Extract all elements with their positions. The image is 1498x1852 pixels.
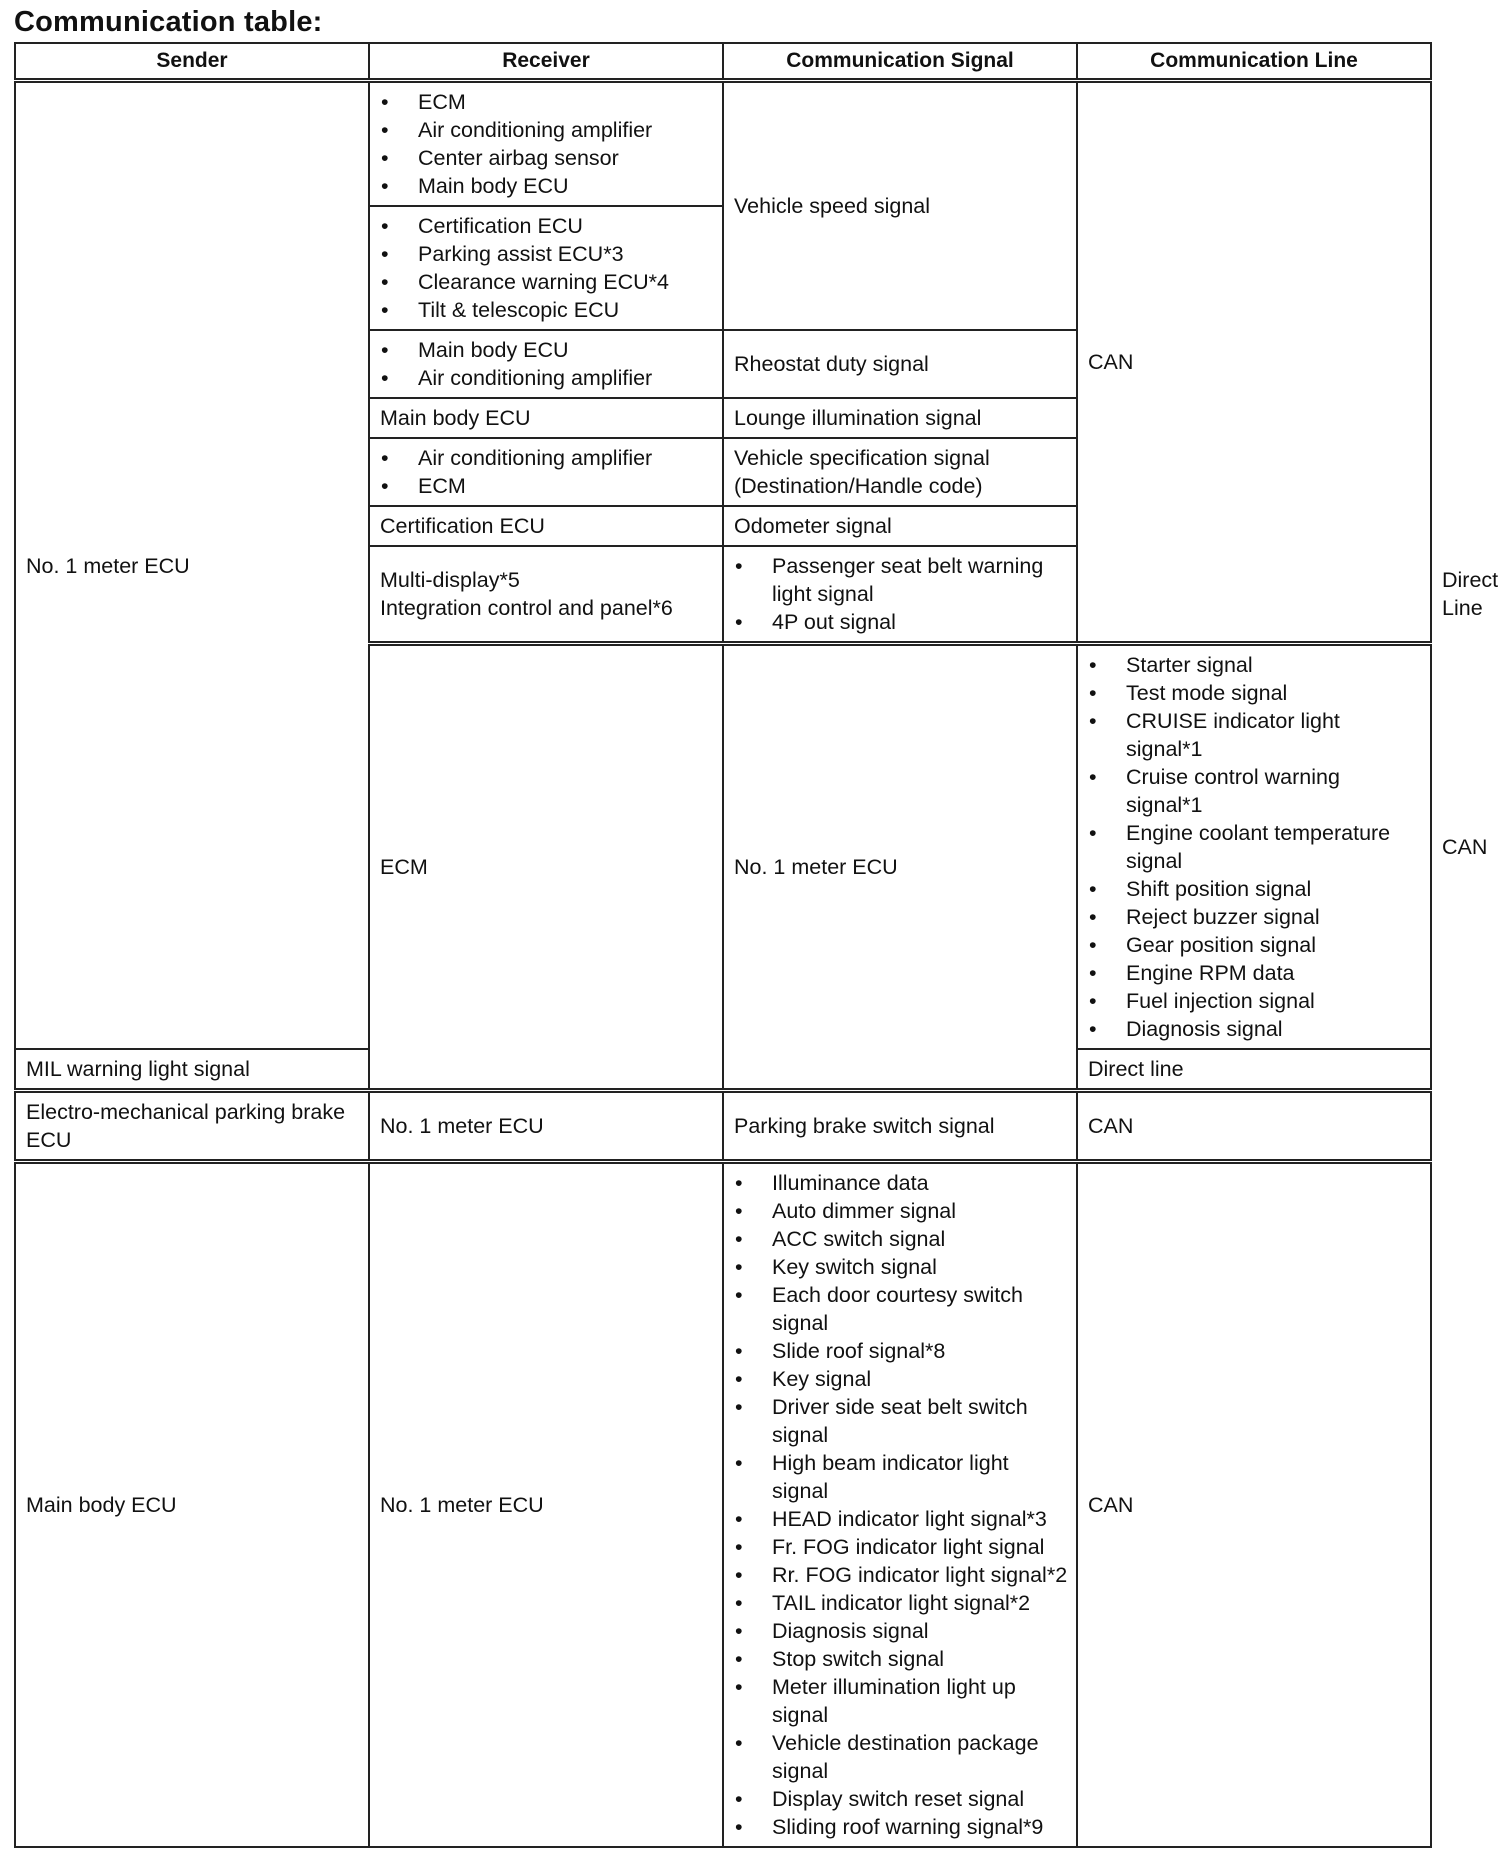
list-item: • Stop switch signal	[734, 1645, 1068, 1673]
list-item: • Air conditioning amplifier	[380, 444, 714, 472]
signal-line: Vehicle specification signal	[734, 446, 990, 470]
list-item: • Starter signal	[1088, 651, 1422, 679]
table-row: Multi-display*5 Integration control and panel*6 • Passenger seat belt warning light signal • 4P out signal Direct Line	[15, 546, 1431, 644]
sender-cell: Electro-mechanical parking brake ECU	[15, 1091, 369, 1162]
list-item: • Passenger seat belt warning light signal	[734, 552, 1068, 608]
table-row	[15, 81, 1431, 207]
list-item: • ECM	[380, 88, 714, 116]
column-header-sender: Sender	[15, 43, 369, 81]
sender-cell: Main body ECU	[15, 1162, 369, 1848]
receiver-cell	[369, 81, 723, 207]
receiver-cell	[369, 438, 723, 506]
list-item: • Center airbag sensor	[380, 144, 714, 172]
table-row: ECM No. 1 meter ECU • Starter signal • Test mode signal • CRUISE indicator light signal*1 • Cruise control warning signal*1 • Engine coolant temperature signal • Shift position signal • Reject buzzer signal • Gear position signal • Engine RPM data • Fuel injection signal • Diagnosis signal CAN	[15, 644, 1431, 1050]
list-item: • Driver side seat belt switch signal	[734, 1393, 1068, 1449]
list-item: • Auto dimmer signal	[734, 1197, 1068, 1225]
column-header-signal: Communication Signal	[723, 43, 1077, 81]
list-item: • Cruise control warning signal*1	[1088, 763, 1422, 819]
column-header-line: Communication Line	[1077, 43, 1431, 81]
signal-cell: Vehicle speed signal	[723, 81, 1077, 331]
page-title: Communication table:	[14, 6, 323, 38]
receiver-cell	[369, 206, 723, 330]
list-item: • Tilt & telescopic ECU	[380, 296, 714, 324]
receiver-cell	[369, 330, 723, 398]
table-row	[15, 1091, 1431, 1162]
list-item: • Parking assist ECU*3	[380, 240, 714, 268]
list-item: • Certification ECU	[380, 212, 714, 240]
list-item: • Fuel injection signal	[1088, 987, 1422, 1015]
list-item: • Test mode signal	[1088, 679, 1422, 707]
list-item: • Key switch signal	[734, 1253, 1068, 1281]
column-header-receiver: Receiver	[369, 43, 723, 81]
signal-cell	[1077, 644, 1431, 1050]
signal-line: (Destination/Handle code)	[734, 474, 983, 498]
receiver-cell	[369, 546, 723, 644]
signal-cell	[723, 546, 1077, 644]
receiver-cell: No. 1 meter ECU	[369, 1162, 723, 1848]
sender-cell: No. 1 meter ECU	[15, 81, 369, 1050]
signal-cell: Rheostat duty signal	[723, 330, 1077, 398]
list-item: • Main body ECU	[380, 172, 714, 200]
list-item: • Gear position signal	[1088, 931, 1422, 959]
receiver-cell: Main body ECU	[369, 398, 723, 438]
signal-cell	[723, 1162, 1077, 1848]
list-item: • Each door courtesy switch signal	[734, 1281, 1068, 1337]
line-cell: CAN	[1077, 81, 1431, 644]
list-item: • Reject buzzer signal	[1088, 903, 1422, 931]
list-item: • ACC switch signal	[734, 1225, 1068, 1253]
list-item: • Meter illumination light up signal	[734, 1673, 1068, 1729]
list-item: • Key signal	[734, 1365, 1068, 1393]
list-item: • Illuminance data	[734, 1169, 1068, 1197]
list-item: • Vehicle destination package signal	[734, 1729, 1068, 1785]
receiver-line: Integration control and panel*6	[380, 596, 673, 620]
receiver-cell: Certification ECU	[369, 506, 723, 546]
list-item: • Main body ECU	[380, 336, 714, 364]
signal-cell: Lounge illumination signal	[723, 398, 1077, 438]
list-item: • ECM	[380, 472, 714, 500]
line-cell: CAN	[1077, 1091, 1431, 1162]
line-cell: Direct line	[1077, 1049, 1431, 1091]
list-item: • Clearance warning ECU*4	[380, 268, 714, 296]
list-item: • Engine coolant temperature signal	[1088, 819, 1422, 875]
communication-table	[14, 42, 1498, 1848]
list-item: • Display switch reset signal	[734, 1785, 1068, 1813]
list-item: • Slide roof signal*8	[734, 1337, 1068, 1365]
signal-cell: Parking brake switch signal	[723, 1091, 1077, 1162]
signal-cell: Odometer signal	[723, 506, 1077, 546]
list-item: • Diagnosis signal	[1088, 1015, 1422, 1043]
table-container	[14, 42, 1498, 1848]
receiver-cell: No. 1 meter ECU	[723, 644, 1077, 1091]
sender-cell: ECM	[369, 644, 723, 1091]
list-item: • TAIL indicator light signal*2	[734, 1589, 1068, 1617]
list-item: • CRUISE indicator light signal*1	[1088, 707, 1422, 763]
list-item: • HEAD indicator light signal*3	[734, 1505, 1068, 1533]
list-item: • Rr. FOG indicator light signal*2	[734, 1561, 1068, 1589]
table-row	[15, 1162, 1431, 1848]
list-item: • Diagnosis signal	[734, 1617, 1068, 1645]
list-item: • Air conditioning amplifier	[380, 116, 714, 144]
list-item: • 4P out signal	[734, 608, 1068, 636]
list-item: • Shift position signal	[1088, 875, 1422, 903]
line-cell: CAN	[1077, 1162, 1431, 1848]
list-item: • Air conditioning amplifier	[380, 364, 714, 392]
list-item: • Engine RPM data	[1088, 959, 1422, 987]
list-item: • Sliding roof warning signal*9	[734, 1813, 1068, 1841]
list-item: • Fr. FOG indicator light signal	[734, 1533, 1068, 1561]
signal-cell: MIL warning light signal	[15, 1049, 369, 1091]
signal-cell	[723, 438, 1077, 506]
header-row	[15, 43, 1431, 81]
receiver-cell: No. 1 meter ECU	[369, 1091, 723, 1162]
receiver-line: Multi-display*5	[380, 568, 520, 592]
list-item: • High beam indicator light signal	[734, 1449, 1068, 1505]
